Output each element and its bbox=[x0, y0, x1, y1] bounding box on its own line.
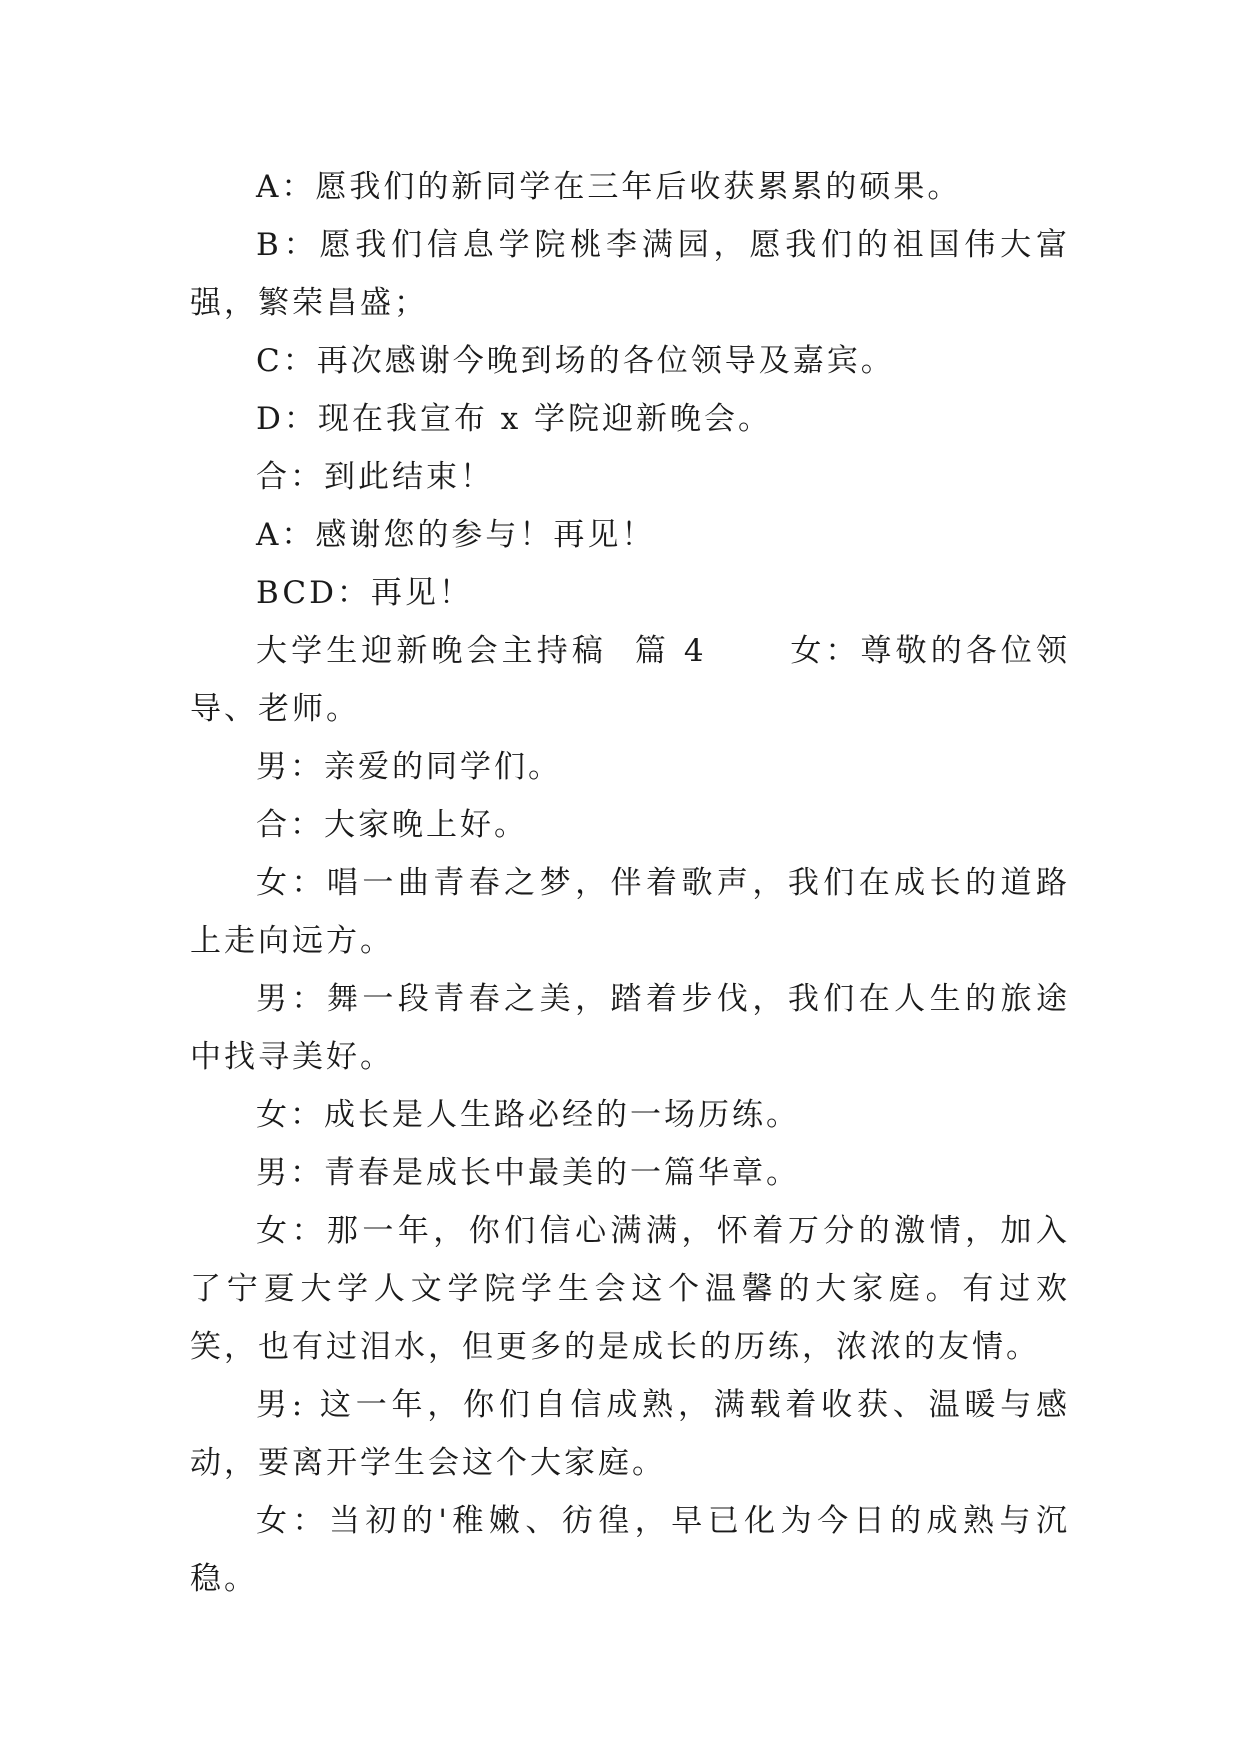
document-body bbox=[190, 158, 1070, 1608]
section-heading-paragraph: 大学生迎新晚会主持稿 篇 4 女：尊敬的各位领导、老师。 bbox=[190, 633, 1070, 727]
paragraph: BCD：再见！ bbox=[256, 575, 473, 611]
paragraph: D：现在我宣布 x 学院迎新晚会。 bbox=[256, 401, 773, 437]
paragraph: 合：到此结束！ bbox=[256, 459, 494, 495]
paragraph: 男：青春是成长中最美的一篇华章。 bbox=[256, 1155, 800, 1191]
paragraph: A：感谢您的参与！再见！ bbox=[256, 517, 656, 553]
paragraph: 女：那一年，你们信心满满，怀着万分的激情，加入了宁夏大学人文学院学生会这个温馨的大家庭。有过欢笑，也有过泪水，但更多的是成长的历练，浓浓的友情。 bbox=[190, 1213, 1070, 1365]
paragraph: 女：唱一曲青春之梦，伴着歌声，我们在成长的道路上走向远方。 bbox=[190, 865, 1070, 959]
paragraph: 男：舞一段青春之美，踏着步伐，我们在人生的旅途中找寻美好。 bbox=[190, 981, 1070, 1075]
paragraph: A：愿我们的新同学在三年后收获累累的硕果。 bbox=[256, 169, 962, 205]
paragraph: 合：大家晚上好。 bbox=[256, 807, 528, 843]
paragraph: C：再次感谢今晚到场的各位领导及嘉宾。 bbox=[256, 343, 895, 379]
paragraph: 女：成长是人生路必经的一场历练。 bbox=[256, 1097, 800, 1133]
paragraph: B：愿我们信息学院桃李满园，愿我们的祖国伟大富强，繁荣昌盛； bbox=[190, 227, 1070, 321]
paragraph: 男: 这一年，你们自信成熟，满载着收获、温暖与感动，要离开学生会这个大家庭。 bbox=[190, 1387, 1070, 1481]
paragraph: 女：当初的'稚嫩、彷徨，早已化为今日的成熟与沉稳。 bbox=[190, 1503, 1070, 1597]
paragraph: 男：亲爱的同学们。 bbox=[256, 749, 562, 785]
